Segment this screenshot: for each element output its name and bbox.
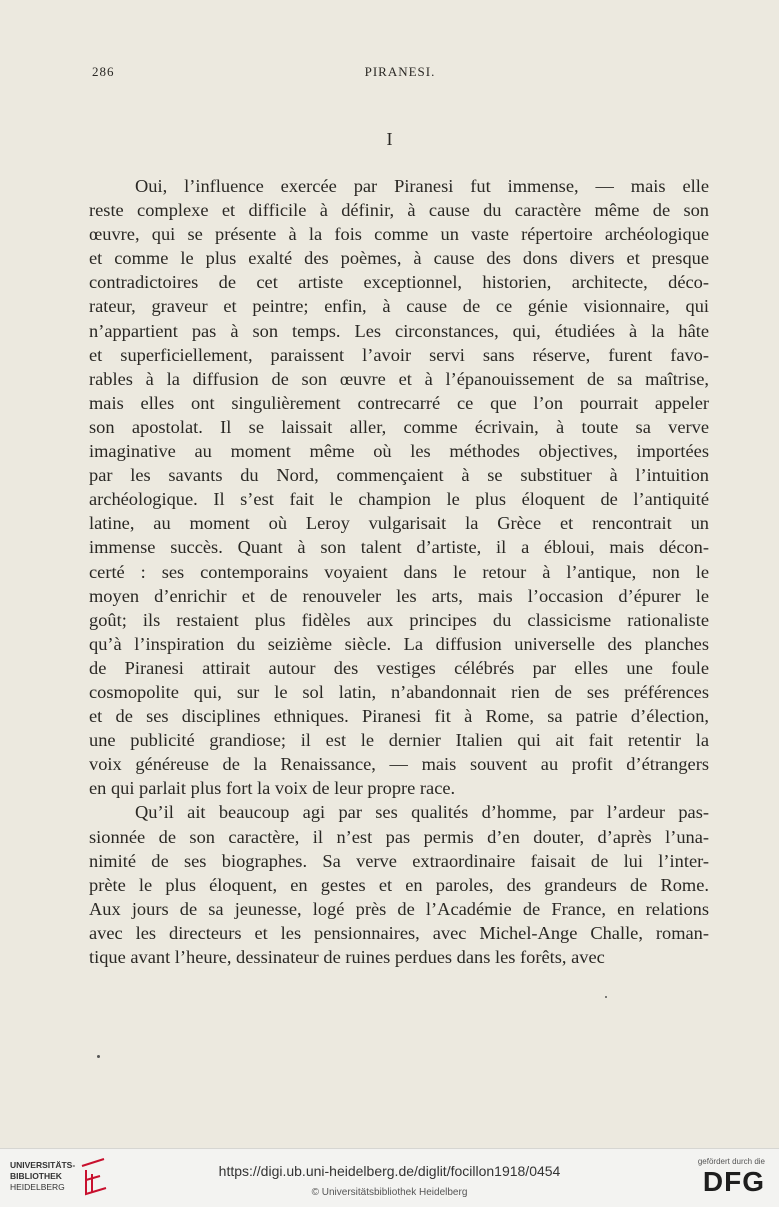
text-line: rateur, graveur et peintre; enfin, à cause de ce génie visionnaire, qui — [89, 296, 709, 317]
viewer-footer — [0, 1148, 779, 1207]
text-line: qu’à l’inspiration du seizième siècle. La diffusion universelle des planches — [89, 633, 709, 654]
text-line: Qu’il ait beaucoup agi par ses qualités d’homme, par l’ardeur pas- — [135, 802, 709, 823]
permalink-url[interactable]: https://digi.ub.uni-heidelberg.de/diglit/focillon1918/0454 — [218, 1163, 561, 1179]
institution-name: UNIVERSITÄTS- BIBLIOTHEK HEIDELBERG — [10, 1160, 76, 1192]
text-line: imaginative au moment même où les méthodes objectives, importées — [89, 441, 709, 462]
paragraph — [89, 800, 709, 969]
text-line: et superficiellement, paraissent l’avoir servi sans réserve, furent favo- — [89, 344, 709, 365]
text-line: Oui, l’influence exercée par Piranesi fut immense, — mais elle — [135, 176, 709, 196]
text-line: de Piranesi attirait autour des vestiges célébrés par elles une foule — [89, 657, 709, 678]
text-line: latine, au moment où Leroy vulgarisait la Grèce et rencontrait un — [89, 513, 709, 534]
text-line: et comme le plus exalté des poèmes, à cause des dons divers et presque — [89, 248, 709, 269]
text-line: voix généreuse de la Renaissance, — mais souvent au profit d’étrangers — [89, 754, 709, 775]
dfg-logo: DFG — [702, 1166, 765, 1197]
text-line: par les savants du Nord, commençaient à se substituer à l’intuition — [89, 465, 709, 486]
section-number: I — [386, 129, 393, 149]
text-line: goût; ils restaient plus fidèles aux principes du classicisme rationaliste — [89, 609, 709, 630]
text-line: une publicité grandiose; il est le dernier Italien qui ait fait retentir la — [89, 730, 709, 751]
text-line: en qui parlait plus fort la voix de leur propre race. — [89, 778, 456, 799]
text-line: sionnée de son caractère, il n’est pas permis d’en douter, d’après l’una- — [89, 826, 709, 847]
running-head — [92, 64, 708, 84]
text-line: reste complexe et difficile à définir, à cause du caractère même de son — [89, 200, 709, 221]
text-line: moyen d’enrichir et de renouveler les arts, mais l’occasion d’épurer le — [89, 585, 709, 606]
text-line: œuvre, qui se présente à la fois comme un vaste répertoire archéologique — [89, 224, 709, 245]
text-line: Aux jours de sa jeunesse, logé près de l’Académie de France, en relations — [89, 898, 709, 919]
text-line: archéologique. Il s’est fait le champion le plus éloquent de l’antiquité — [89, 489, 709, 510]
text-line: tique avant l’heure, dessinateur de ruines perdues dans les forêts, avec — [89, 947, 605, 967]
dfg-funding-logo[interactable] — [685, 1157, 765, 1201]
text-line: avec les directeurs et les pensionnaires, avec Michel-Ange Challe, roman- — [89, 922, 709, 943]
paragraph — [89, 174, 709, 800]
text-line: cosmopolite qui, sur le sol latin, n’abandonnait rien de ses préférences — [89, 681, 709, 702]
speck-mark — [97, 1055, 100, 1058]
text-line: mais elles ont singulièrement contrecarré ce que l’on pourrait appeler — [89, 392, 709, 413]
text-line: et de ses disciplines ethniques. Piranesi fit à Rome, sa patrie d’élection, — [89, 706, 709, 727]
text-line: immense succès. Quant à son talent d’artiste, il a ébloui, mais décon- — [89, 537, 709, 558]
speck-mark — [605, 996, 607, 998]
text-line: rables à la diffusion de son œuvre et à l’épanouissement de sa maîtrise, — [89, 368, 709, 389]
text-line: contradictoires de cet artiste exceptionnel, historien, architecte, déco- — [89, 272, 709, 293]
text-line: prète le plus éloquent, en gestes et en paroles, des grandeurs de Rome. — [89, 874, 709, 895]
text-line: son apostolat. Il se laissait aller, comme écrivain, à toute sa verve — [89, 416, 709, 437]
body-text — [89, 174, 709, 969]
text-line: n’appartient pas à son temps. Les circonstances, qui, étudiées à la hâte — [89, 320, 709, 341]
running-title: PIRANESI. — [364, 64, 436, 79]
text-line: certé : ses contemporains voyaient dans le retour à l’antique, non le — [89, 561, 709, 582]
copyright-notice: © Universitätsbibliothek Heidelberg — [311, 1187, 468, 1198]
page-number: 286 — [92, 64, 115, 79]
text-line: nimité de ses biographes. Sa verve extraordinaire faisait de lui l’inter- — [89, 850, 709, 871]
funding-caption: gefördert durch die — [697, 1157, 765, 1166]
